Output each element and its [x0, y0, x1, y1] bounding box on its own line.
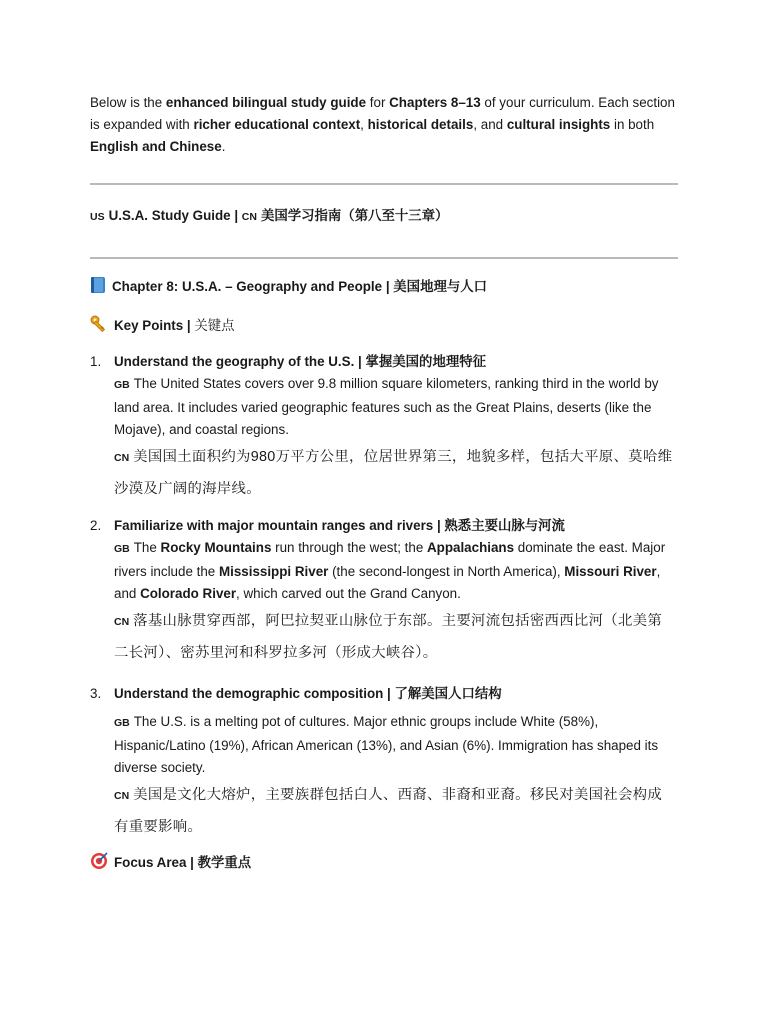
- cn-flag-icon: CN: [241, 211, 257, 223]
- gb-flag-icon: GB: [114, 717, 130, 729]
- focus-area-heading: Focus Area | 教学重点: [90, 852, 251, 876]
- list-item: [90, 516, 674, 669]
- chinese-text: CN 美国国土面积约为980万平方公里，位居世界第三，地貌多样，包括大平原、莫哈维沙漠及广阔的海岸线。: [114, 448, 673, 497]
- key-points-heading: Key Points | 关键点: [90, 315, 235, 339]
- target-icon: [90, 852, 108, 876]
- gb-flag-icon: GB: [114, 543, 130, 555]
- blue-book-icon: [90, 276, 106, 300]
- chinese-text: CN 美国是文化大熔炉，主要族群包括白人、西裔、非裔和亚裔。移民对美国社会构成有重要影响。: [114, 786, 663, 835]
- item-title: 1. Understand the geography of the U.S. | 掌握美国的地理特征: [90, 354, 487, 369]
- chapter-heading: Chapter 8: U.S.A. – Geography and People | 美国地理与人口: [90, 276, 487, 300]
- english-text: GB The U.S. is a melting pot of cultures. Major ethnic groups include White (58%), Hispanic/Latino (19%), African American (13%), and Asian (6%). Immigration has shaped its diverse society.: [114, 714, 659, 775]
- gb-flag-icon: GB: [114, 379, 130, 391]
- divider: [90, 183, 678, 185]
- list-item: [90, 684, 674, 843]
- cn-flag-icon: CN: [114, 615, 130, 628]
- chinese-text: CN 落基山脉贯穿西部，阿巴拉契亚山脉位于东部。主要河流包括密西西比河（北美第二长河）、密苏里河和科罗拉多河（形成大峡谷）。: [114, 612, 663, 661]
- english-text: GB The United States covers over 9.8 million square kilometers, ranking third in the world by land area. It includes varied geographic features such as the Great Plains, deserts (like the Mojave), and coastal regions.: [114, 376, 659, 437]
- english-text: GB The Rocky Mountains run through the west; the Appalachians dominate the east. Major rivers include the Mississippi River (the second-longest in North America), Missouri River, and Colorado River, which carved out the Grand Canyon.: [114, 540, 666, 601]
- us-flag-icon: US: [90, 211, 105, 223]
- intro-paragraph: Below is the enhanced bilingual study guide for Chapters 8–13 of your curriculum. Each section is expanded with richer educational context, historical details, and cultural insights in both English and Chinese.: [90, 95, 675, 154]
- key-icon: [90, 315, 108, 339]
- cn-flag-icon: CN: [114, 789, 130, 802]
- item-title: 2. Familiarize with major mountain ranges and rivers | 熟悉主要山脉与河流: [90, 518, 565, 533]
- cn-flag-icon: CN: [114, 451, 130, 464]
- guide-title: US U.S.A. Study Guide | CN 美国学习指南（第八至十三章）: [90, 208, 449, 223]
- divider: [90, 257, 678, 259]
- list-item: [90, 352, 674, 505]
- item-title: 3. Understand the demographic composition | 了解美国人口结构: [90, 686, 502, 701]
